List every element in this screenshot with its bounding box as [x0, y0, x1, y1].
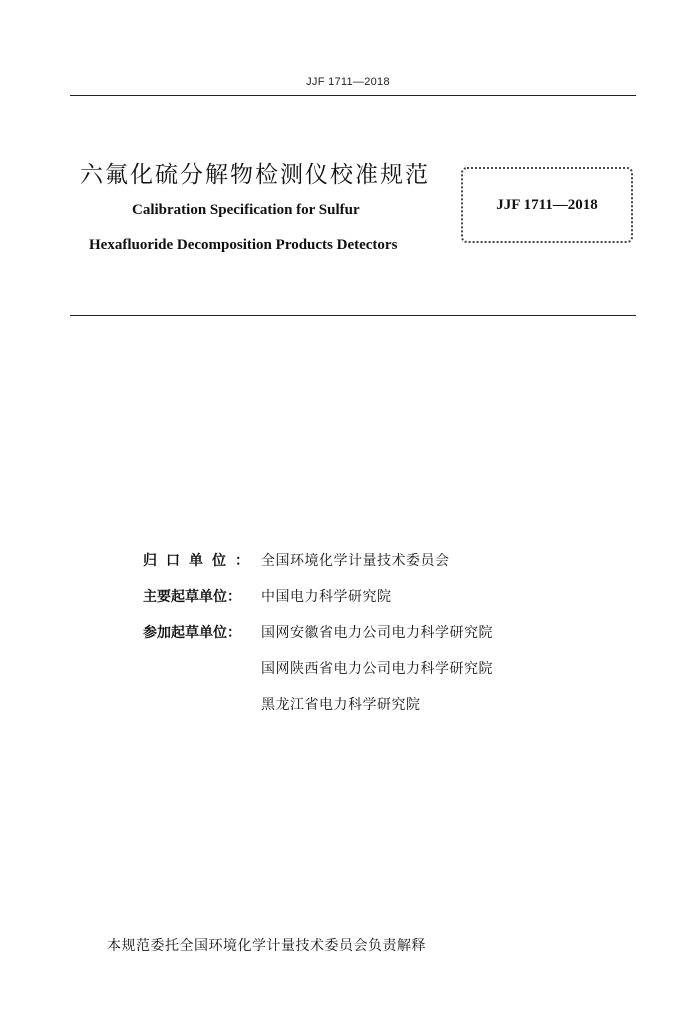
header-rule [70, 95, 636, 96]
participant-item: 国网安徽省电力公司电力科学研究院 [261, 625, 493, 641]
responsible-unit-value: 全国环境化学计量技术委员会 [261, 553, 450, 569]
header-standard-code: JJF 1711—2018 [306, 76, 390, 88]
participant-item: 黑龙江省电力科学研究院 [261, 697, 421, 713]
title-english-line-1: Calibration Specification for Sulfur [132, 202, 360, 218]
title-rule [70, 315, 636, 316]
title-english-line-2: Hexafluoride Decomposition Products Detectors [89, 237, 398, 253]
standard-code-box-text: JJF 1711—2018 [496, 197, 598, 213]
participant-item: 国网陕西省电力公司电力科学研究院 [261, 661, 493, 677]
title-chinese: 六氟化硫分解物检测仪校准规范 [80, 162, 430, 188]
main-drafter-value: 中国电力科学研究院 [261, 589, 392, 605]
main-drafter-label: 主要起草单位： [143, 589, 241, 605]
interpretation-note: 本规范委托全国环境化学计量技术委员会负责解释 [107, 938, 426, 954]
responsible-unit-label: 归口单位： [143, 553, 258, 569]
participants-label: 参加起草单位： [143, 625, 241, 641]
